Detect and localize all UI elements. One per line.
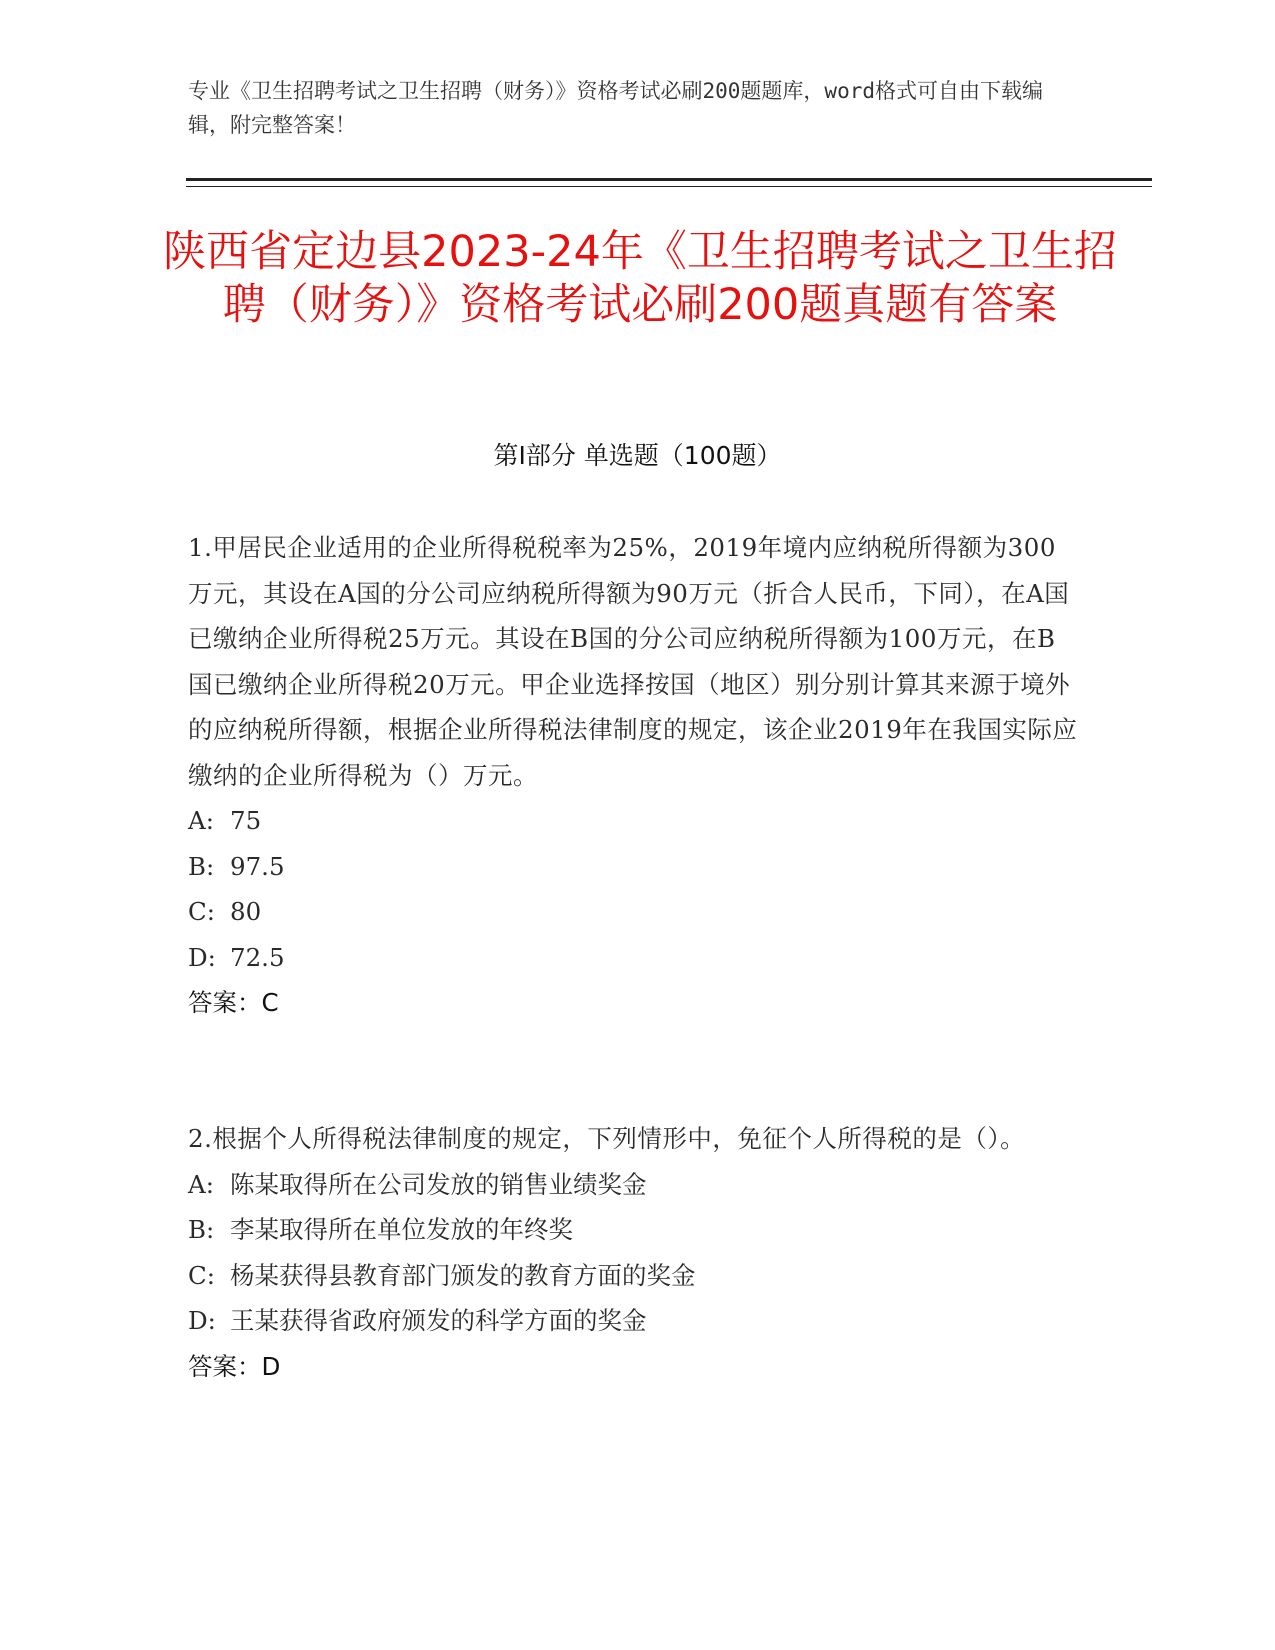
option-text: 王某获得省政府颁发的科学方面的奖金: [230, 1306, 647, 1335]
option-b: [188, 1207, 1078, 1253]
option-text: 72.5: [230, 942, 285, 972]
answer-line: 答案：D: [188, 1351, 281, 1381]
header-divider-thick: [186, 178, 1152, 181]
option-text: 李某取得所在单位发放的年终奖: [230, 1215, 573, 1244]
option-letter: D:: [188, 1306, 216, 1335]
question-stem: 2.根据个人所得税法律制度的规定，下列情形中，免征个人所得税的是（）。: [188, 1124, 1026, 1153]
option-c: [188, 1253, 1078, 1299]
option-letter: B:: [188, 1215, 215, 1244]
question-2: [188, 1116, 1078, 1389]
option-b: [188, 844, 1078, 890]
question-stem: 1.甲居民企业适用的企业所得税税率为25%，2019年境内应纳税所得额为300万元，其设在A国的分公司应纳税所得额为90万元（折合人民币，下同），在A国已缴纳企业所得税25万元。其设在B国的分公司应纳税所得额为100万元，在B国已缴纳企业所得税20万元。甲企业选择按国（地区）别分别计算其来源于境外的应纳税所得额，根据企业所得税法律制度的规定，该企业2019年在我国实际应缴纳的企业所得税为（）万元。: [188, 533, 1078, 790]
option-d: [188, 1298, 1078, 1344]
section-heading: 第I部分 单选题（100题）: [493, 441, 782, 470]
option-text: 杨某获得县教育部门颁发的教育方面的奖金: [230, 1260, 696, 1290]
option-c: [188, 889, 1078, 935]
option-text: 陈某取得所在公司发放的销售业绩奖金: [230, 1169, 647, 1199]
option-text: 75: [230, 806, 262, 835]
option-a: [188, 798, 1078, 844]
option-letter: C:: [188, 897, 216, 926]
document-title: 陕西省定边县2023-24年《卫生招聘考试之卫生招聘（财务）》资格考试必刷200题真题有答案: [163, 227, 1117, 330]
option-letter: A:: [188, 1169, 214, 1199]
option-letter: A:: [188, 806, 214, 835]
option-text: 97.5: [230, 851, 285, 881]
option-d: [188, 935, 1078, 981]
option-letter: B:: [188, 851, 215, 881]
header-divider-thin: [186, 186, 1152, 187]
answer-line: 答案：C: [188, 988, 279, 1017]
option-letter: D:: [188, 942, 216, 972]
question-1: [188, 525, 1078, 1026]
option-text: 80: [230, 897, 262, 926]
header-note: 专业《卫生招聘考试之卫生招聘（财务）》资格考试必刷200题题库，word格式可自由下载编辑，附完整答案！: [188, 79, 1043, 137]
option-letter: C:: [188, 1260, 216, 1290]
option-a: [188, 1162, 1078, 1208]
